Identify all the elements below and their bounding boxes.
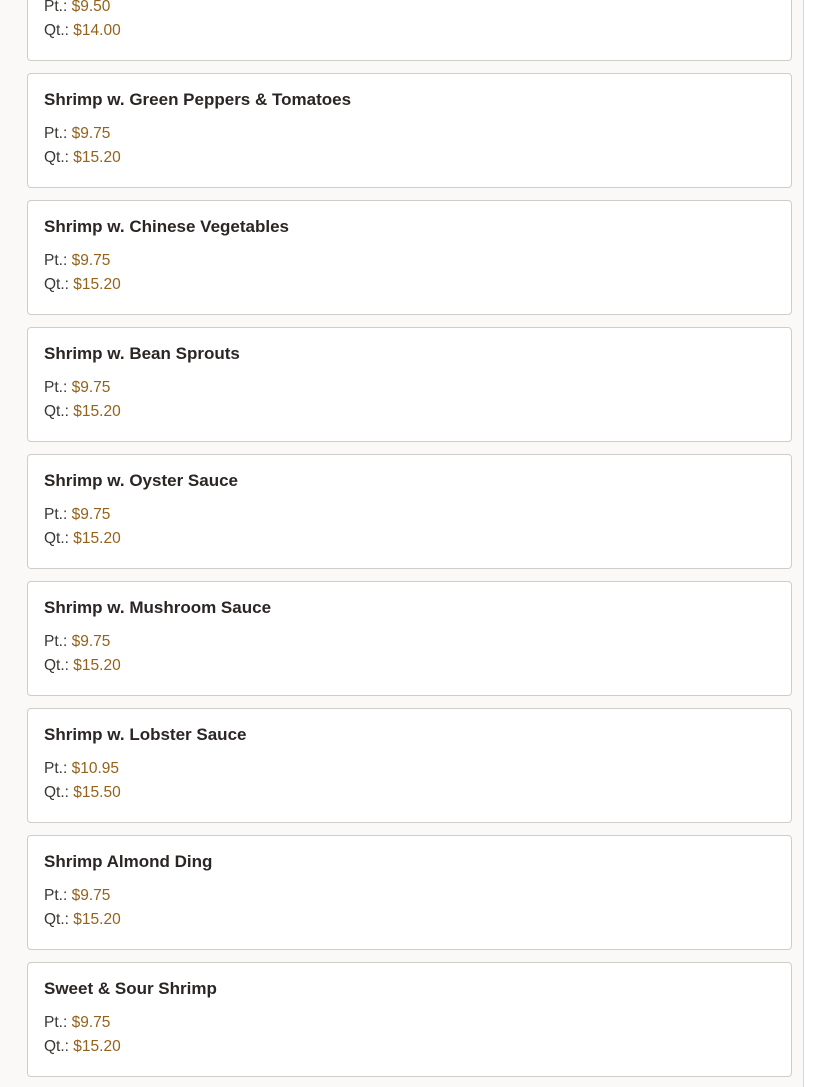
quart-price: $15.20: [73, 911, 121, 928]
pint-label: Pt.:: [44, 252, 68, 269]
pint-label: Pt.:: [44, 1014, 68, 1031]
menu-item-card[interactable]: [27, 708, 792, 823]
quart-label: Qt.:: [44, 911, 69, 928]
quart-price-line: [44, 530, 121, 548]
pint-label: Pt.:: [44, 506, 68, 523]
pint-price-line: [44, 252, 110, 270]
quart-price: $15.50: [73, 784, 121, 801]
pint-price-line: [44, 1014, 110, 1032]
menu-item-card[interactable]: [27, 581, 792, 696]
pint-price-line: [44, 125, 110, 143]
menu-item-card[interactable]: [27, 835, 792, 950]
pint-price: $9.75: [71, 887, 111, 904]
pint-label: Pt.:: [44, 379, 68, 396]
menu-item-card[interactable]: [27, 200, 792, 315]
quart-label: Qt.:: [44, 276, 69, 293]
menu-item-name: Shrimp w. Chinese Vegetables: [44, 217, 290, 236]
quart-label: Qt.:: [44, 530, 69, 547]
pint-price: $9.75: [71, 506, 111, 523]
pint-price: $9.75: [71, 252, 111, 269]
quart-price: $15.20: [73, 403, 121, 420]
pint-label: Pt.:: [44, 760, 68, 777]
menu-item-name: Shrimp Almond Ding: [44, 852, 213, 871]
quart-price-line: [44, 657, 121, 675]
menu-item-card[interactable]: [27, 454, 792, 569]
menu-item-card[interactable]: [27, 327, 792, 442]
quart-price: $15.20: [73, 1038, 121, 1055]
quart-label: Qt.:: [44, 22, 69, 39]
menu-item-list: [27, 0, 792, 1087]
menu-item-name: Shrimp w. Oyster Sauce: [44, 471, 238, 490]
pint-price-line: [44, 379, 110, 397]
pint-label: Pt.:: [44, 0, 68, 15]
quart-price-line: [44, 1038, 121, 1056]
pint-price-line: [44, 887, 110, 905]
pint-label: Pt.:: [44, 125, 68, 142]
quart-label: Qt.:: [44, 1038, 69, 1055]
quart-label: Qt.:: [44, 784, 69, 801]
quart-price-line: [44, 911, 121, 929]
quart-price: $15.20: [73, 276, 121, 293]
pint-price: $9.75: [71, 1014, 111, 1031]
quart-label: Qt.:: [44, 403, 69, 420]
quart-price: $14.00: [73, 22, 121, 39]
pint-label: Pt.:: [44, 887, 68, 904]
quart-price: $15.20: [73, 657, 121, 674]
menu-item-name: Sweet & Sour Shrimp: [44, 979, 217, 998]
menu-item-name: Shrimp w. Bean Sprouts: [44, 344, 240, 363]
quart-price: $15.20: [73, 149, 121, 166]
pint-price: $9.75: [71, 379, 111, 396]
quart-price-line: [44, 784, 121, 802]
quart-price-line: [44, 276, 121, 294]
menu-item-card[interactable]: [27, 962, 792, 1077]
pint-label: Pt.:: [44, 633, 68, 650]
menu-item-card[interactable]: [27, 0, 792, 61]
quart-price-line: [44, 403, 121, 421]
quart-label: Qt.:: [44, 657, 69, 674]
menu-item-name: Shrimp w. Mushroom Sauce: [44, 598, 272, 617]
menu-item-name: Shrimp w. Green Peppers & Tomatoes: [44, 90, 352, 109]
pint-price-line: [44, 633, 110, 651]
quart-price-line: [44, 149, 121, 167]
pint-price: $10.95: [71, 760, 119, 777]
menu-item-name: Shrimp w. Lobster Sauce: [44, 725, 247, 744]
quart-label: Qt.:: [44, 149, 69, 166]
pint-price: $9.50: [71, 0, 111, 15]
pint-price-line: [44, 0, 110, 16]
quart-price: $15.20: [73, 530, 121, 547]
pint-price: $9.75: [71, 633, 111, 650]
pint-price: $9.75: [71, 125, 111, 142]
quart-price-line: [44, 22, 121, 40]
pint-price-line: [44, 506, 110, 524]
pint-price-line: [44, 760, 119, 778]
menu-item-card[interactable]: [27, 73, 792, 188]
